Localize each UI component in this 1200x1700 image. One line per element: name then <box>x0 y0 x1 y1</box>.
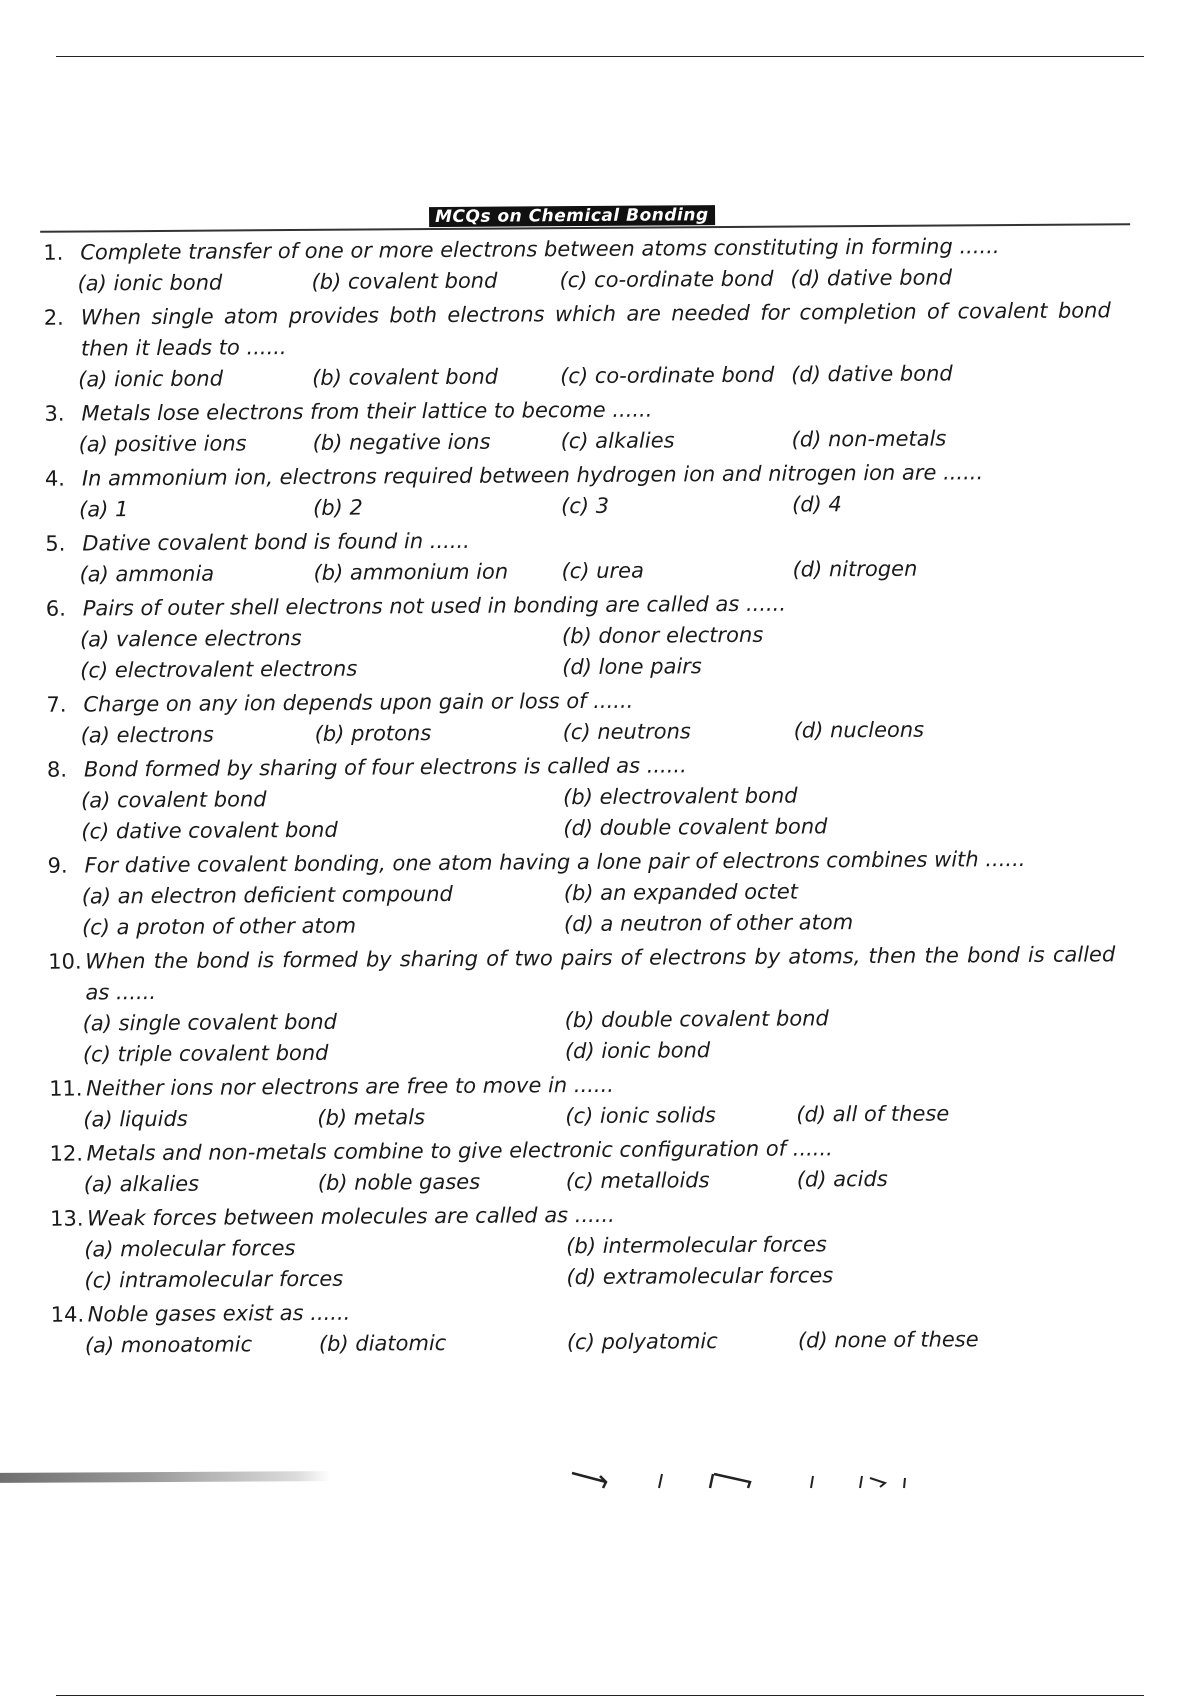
question-10 <box>45 939 1136 1071</box>
question-text: Metals and non-metals combine to give electronic configuration of ...... <box>86 1136 833 1166</box>
option-c: (c) ionic solids <box>565 1103 716 1129</box>
option-c: (c) polyatomic <box>566 1329 718 1355</box>
option-a: (a) single covalent bond <box>82 1009 338 1036</box>
question-text: For dative covalent bonding, one atom having a lone pair of electrons combines with ...... <box>84 846 1026 878</box>
option-d: (d) nucleons <box>793 717 925 743</box>
option-b: (b) metals <box>317 1105 426 1130</box>
question-number: 11. <box>49 1076 83 1101</box>
option-c: (c) 3 <box>561 493 610 519</box>
option-a: (a) positive ions <box>78 431 247 457</box>
option-b: (b) double covalent bond <box>564 1006 829 1033</box>
question-7 <box>43 682 1133 752</box>
option-a: (a) ionic bond <box>78 366 224 392</box>
question-list <box>40 230 1138 1365</box>
option-b: (b) protons <box>314 721 432 746</box>
title-block <box>40 202 1130 232</box>
option-d: (d) lone pairs <box>562 654 702 680</box>
option-d: (d) acids <box>796 1166 888 1192</box>
question-5 <box>42 521 1132 591</box>
option-b: (b) covalent bond <box>311 268 498 294</box>
option-a: (a) ionic bond <box>77 270 223 296</box>
scan-artifact-marks <box>570 1470 940 1492</box>
option-d: (d) non-metals <box>791 426 947 452</box>
option-a: (a) alkalies <box>83 1171 200 1197</box>
question-1 <box>40 230 1130 300</box>
option-c: (c) alkalies <box>560 428 675 454</box>
question-text: Weak forces between molecules are called as ...... <box>86 1202 615 1231</box>
option-c: (c) intramolecular forces <box>84 1266 344 1293</box>
scanned-page <box>40 202 1139 1490</box>
option-a: (a) an electron deficient compound <box>81 881 453 909</box>
option-a: (a) liquids <box>83 1106 188 1132</box>
option-d: (d) extramolecular forces <box>566 1263 834 1290</box>
option-b: (b) electrovalent bond <box>563 783 798 810</box>
option-a: (a) 1 <box>79 497 129 522</box>
question-number: 5. <box>45 531 66 556</box>
option-b: (b) negative ions <box>312 429 491 455</box>
question-text: Pairs of outer shell electrons not used in bonding are called as ...... <box>82 591 787 621</box>
scan-artifact-streak <box>0 1471 330 1483</box>
option-d: (d) a neutron of other atom <box>563 910 854 937</box>
question-text: When single atom provides both electrons which are needed for completion of covalent bond then it leads to ...... <box>80 298 1111 361</box>
option-d: (d) all of these <box>796 1101 950 1127</box>
page-title: MCQs on Chemical Bonding <box>429 205 715 227</box>
option-b: (b) an expanded octet <box>563 879 799 906</box>
option-c: (c) metalloids <box>565 1168 710 1194</box>
option-c: (c) electrovalent electrons <box>80 656 358 683</box>
question-number: 8. <box>46 757 68 782</box>
option-b: (b) covalent bond <box>312 364 499 390</box>
question-13 <box>47 1196 1138 1297</box>
question-number: 7. <box>46 692 67 717</box>
question-text: Dative covalent bond is found in ...... <box>82 528 470 556</box>
question-number: 2. <box>43 305 64 330</box>
question-4 <box>42 456 1132 526</box>
option-c: (c) dative covalent bond <box>81 817 338 844</box>
question-3 <box>41 391 1131 461</box>
option-d: (d) none of these <box>797 1327 979 1353</box>
question-number: 9. <box>47 853 68 878</box>
question-text: Bond formed by sharing of four electrons is called as ...... <box>83 753 687 782</box>
question-8 <box>44 747 1135 848</box>
option-c: (c) a proton of other atom <box>81 913 357 940</box>
question-text: Charge on any ion depends upon gain or loss of ...... <box>83 688 634 717</box>
option-d: (d) dative bond <box>790 265 953 291</box>
bottom-rule <box>56 1695 1144 1696</box>
option-b: (b) diatomic <box>318 1330 447 1356</box>
option-a: (a) electrons <box>80 722 214 748</box>
question-text: Neither ions nor electrons are free to move in ...... <box>86 1072 615 1101</box>
option-a: (a) monoatomic <box>84 1332 253 1358</box>
question-text: When the bond is formed by sharing of two pairs of electrons by atoms, then the bond is called as ...... <box>85 942 1116 1005</box>
option-b: (b) donor electrons <box>561 622 764 649</box>
question-14 <box>48 1292 1138 1362</box>
option-c: (c) urea <box>561 558 644 584</box>
question-number: 13. <box>49 1206 84 1231</box>
question-6 <box>43 586 1134 687</box>
option-c: (c) neutrons <box>562 719 691 745</box>
option-d: (d) 4 <box>792 492 842 517</box>
option-b: (b) intermolecular forces <box>566 1232 827 1259</box>
top-rule <box>56 56 1144 57</box>
option-b: (b) noble gases <box>317 1169 481 1195</box>
question-text: Complete transfer of one or more electrons between atoms constituting in forming ...... <box>80 234 1000 265</box>
question-text: In ammonium ion, electrons required between hydrogen ion and nitrogen ion are ...... <box>81 460 984 491</box>
question-number: 1. <box>43 240 64 265</box>
option-a: (a) molecular forces <box>84 1236 296 1262</box>
question-text: Metals lose electrons from their lattice to become ...... <box>81 397 653 426</box>
question-number: 4. <box>44 466 66 491</box>
question-9 <box>44 843 1135 944</box>
option-c: (c) triple covalent bond <box>82 1040 329 1067</box>
option-a: (a) ammonia <box>79 561 215 587</box>
option-d: (d) dative bond <box>791 361 953 387</box>
option-b: (b) ammonium ion <box>313 559 509 585</box>
question-2 <box>41 295 1132 396</box>
question-number: 6. <box>45 596 66 621</box>
option-a: (a) valence electrons <box>79 625 302 652</box>
question-11 <box>46 1066 1136 1136</box>
question-number: 14. <box>50 1302 85 1327</box>
option-d: (d) nitrogen <box>792 556 918 582</box>
option-c: (c) co-ordinate bond <box>559 266 774 293</box>
question-12 <box>46 1131 1136 1201</box>
option-d: (d) ionic bond <box>564 1038 711 1064</box>
option-d: (d) double covalent bond <box>563 814 828 841</box>
option-c: (c) co-ordinate bond <box>560 362 775 389</box>
question-number: 12. <box>49 1141 84 1166</box>
question-text: Noble gases exist as ...... <box>87 1300 351 1327</box>
question-number: 3. <box>44 401 65 426</box>
option-a: (a) covalent bond <box>81 787 267 813</box>
option-b: (b) 2 <box>313 495 363 520</box>
question-number: 10. <box>48 949 82 974</box>
